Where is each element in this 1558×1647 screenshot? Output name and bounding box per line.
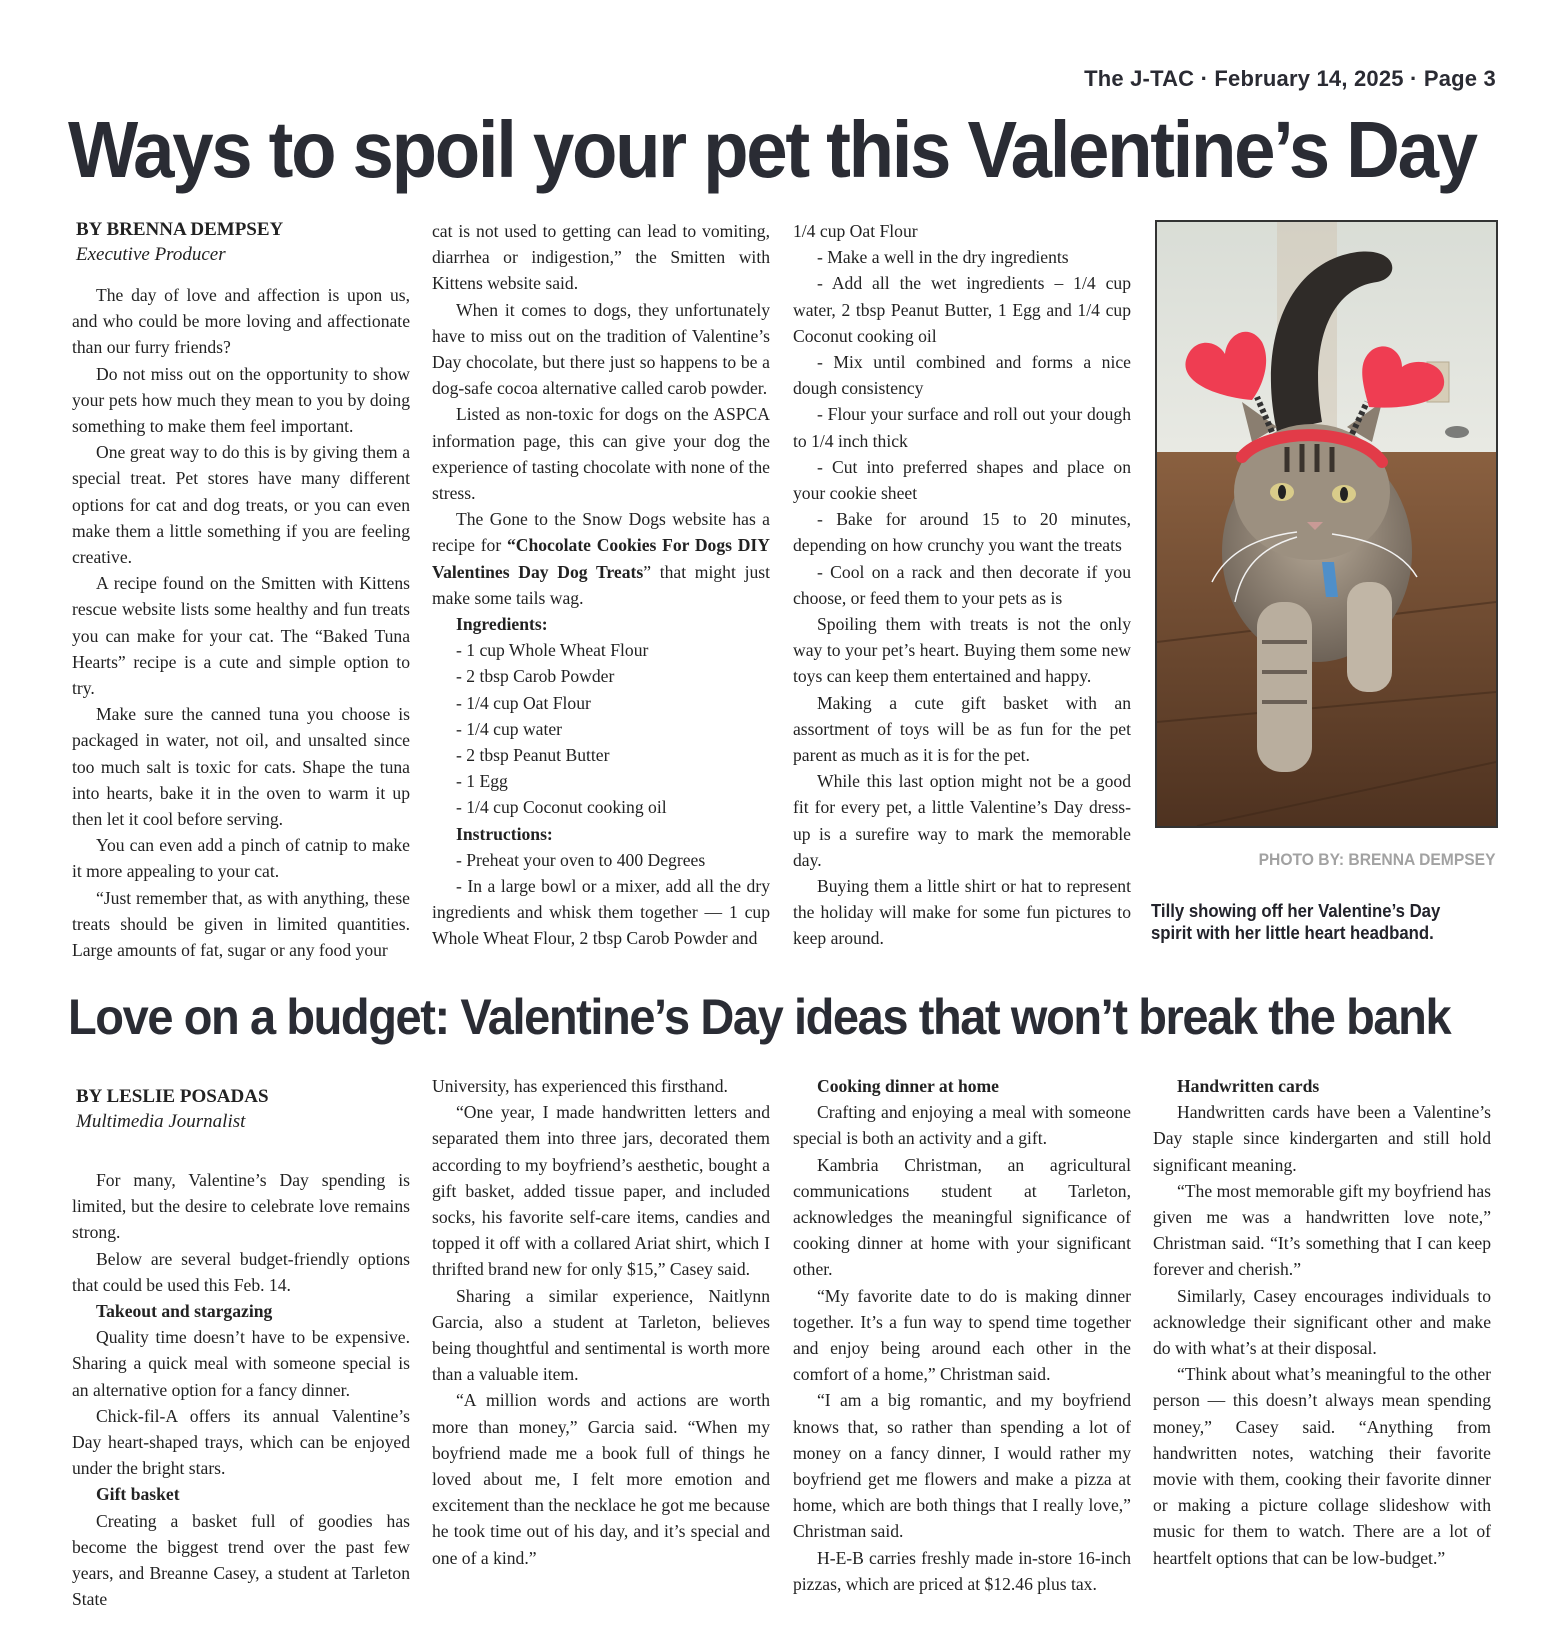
paragraph: “One year, I made handwritten letters and separated them into three jars, decorated them according to my boyfriend’s aesthetic, bought a gift basket, added tissue paper, and included socks, his favorite self-care items, candies and topped it off with a collared Ariat shirt, which I thrifted brand new for only $15,” Casey said. (432, 1102, 770, 1280)
ingredient-item: - 1/4 cup Coconut cooking oil (456, 797, 667, 818)
ingredient-item: - 1/4 cup Oat Flour (456, 692, 591, 713)
subheading-handwritten-cards: Handwritten cards (1177, 1076, 1320, 1096)
instruction-item: - Cut into preferred shapes and place on your cookie sheet (793, 456, 1131, 504)
instruction-item: - Bake for around 15 to 20 minutes, depending on how crunchy you want the treats (793, 509, 1131, 556)
article1-byline: BY BRENNA DEMPSEY (76, 219, 284, 240)
article2-byline: BY LESLIE POSADAS (76, 1086, 269, 1107)
paragraph: Spoiling them with treats is not the only way to your pet’s heart. Buying them some new toys can keep them entertained and happy. (793, 614, 1131, 687)
paragraph: The day of love and affection is upon us, and who could be more loving and affectionate than our furry friends? (72, 285, 410, 358)
recipe-intro: The Gone to the Snow Dogs website has a recipe for (432, 509, 770, 556)
paragraph: While this last option might not be a good fit for every pet, a little Valentine’s Day dress-up is a surefire way to mark the memorable day. (793, 771, 1131, 870)
instruction-item: - Add all the wet ingredients – 1/4 cup water, 2 tbsp Peanut Butter, 1 Egg and 1/4 cup Coconut cooking oil (793, 273, 1131, 346)
article2-column-3 (793, 1073, 1131, 1597)
ingredient-item: - 1/4 cup water (456, 718, 563, 739)
subheading-takeout: Takeout and stargazing (96, 1301, 273, 1322)
paragraph-continued: cat is not used to getting can lead to vomiting, diarrhea or indigestion,” the Smitten with Kittens website said. (432, 221, 770, 294)
paragraph: H-E-B carries freshly made in-store 16-inch pizzas, which are priced at $12.46 plus tax. (793, 1547, 1131, 1594)
ingredient-item: - 1 Egg (456, 771, 508, 792)
cat-photo (1155, 220, 1498, 828)
instructions-heading: Instructions: (456, 823, 553, 844)
article2-author-role: Multimedia Journalist (76, 1111, 246, 1132)
paragraph: “Just remember that, as with anything, these treats should be given in limited quantities. Large amounts of fat, sugar or any food your (72, 887, 410, 961)
paragraph: Handwritten cards have been a Valentine’s Day staple since kindergarten and still hold significant meaning. (1153, 1102, 1491, 1175)
subheading-cooking-dinner: Cooking dinner at home (817, 1076, 999, 1096)
paragraph: Listed as non-toxic for dogs on the ASPCA information page, this can give your dog the experience of tasting chocolate with none of the stress. (432, 404, 770, 504)
article2-column-4 (1153, 1073, 1491, 1571)
paragraph: Crafting and enjoying a meal with someone special is both an activity and a gift. (793, 1102, 1131, 1149)
photo-caption: Tilly showing off her Valentine’s Day spirit with her little heart headband. (1151, 901, 1441, 943)
paragraph: Similarly, Casey encourages individuals to acknowledge their significant other and make do with what’s at their disposal. (1153, 1285, 1491, 1359)
paragraph: Chick-fil-A offers its annual Valentine’s Day heart-shaped trays, which can be enjoyed under the bright stars. (72, 1405, 410, 1479)
paragraph: Kambria Christman, an agricultural communications student at Tarleton, acknowledges the meaningful significance of cooking dinner at home with your significant other. (793, 1154, 1131, 1280)
instruction-item: - In a large bowl or a mixer, add all the dry ingredients and whisk them together — 1 cup Whole Wheat Flour, 2 tbsp Carob Powder and (432, 876, 770, 949)
paragraph: A recipe found on the Smitten with Kittens rescue website lists some healthy and fun treats you can make for your cat. The “Baked Tuna Hearts” recipe is a cute and simple option to try. (72, 573, 410, 699)
article1-column-3 (793, 218, 1131, 952)
paragraph: “A million words and actions are worth more than money,” Garcia said. “When my boyfriend made me a book full of things he loved about me, I felt more emotion and excitement than the necklace he got me because he took time out of his day, and it’s special and one of a kind.” (432, 1390, 770, 1568)
paragraph: Buying them a little shirt or hat to represent the holiday will make for some fun pictures to keep around. (793, 876, 1131, 949)
article1-headline: Ways to spoil your pet this Valentine’s Day (68, 105, 1476, 194)
article2-column-1 (72, 1085, 410, 1612)
article1-author-role: Executive Producer (76, 244, 226, 265)
paragraph: “My favorite date to do is making dinner together. It’s a fun way to spend time together and enjoy being around each other in the comfort of a home,” Christman said. (793, 1285, 1131, 1385)
recipe-name: “Chocolate Cookies For Dogs DIY Valentines Day Dog Treats (432, 535, 770, 582)
paragraph: You can even add a pinch of catnip to make it more appealing to your cat. (72, 835, 410, 882)
ingredient-item: - 2 tbsp Peanut Butter (456, 745, 610, 766)
instruction-continued: 1/4 cup Oat Flour (793, 221, 918, 241)
paragraph: Making a cute gift basket with an assortment of toys will be as fun for the pet parent as much as it is for the pet. (793, 692, 1131, 766)
paragraph: When it comes to dogs, they unfortunately have to miss out on the tradition of Valentine’s Day chocolate, but there just so happens to be a dog-safe cocoa alternative called carob powder. (432, 299, 770, 399)
instruction-item: - Flour your surface and roll out your dough to 1/4 inch thick (793, 404, 1131, 451)
paragraph: Quality time doesn’t have to be expensive. Sharing a quick meal with someone special is an alternative option for a fancy dinner. (72, 1327, 410, 1400)
article2-headline: Love on a budget: Valentine’s Day ideas that won’t break the bank (68, 989, 1451, 1045)
paragraph: One great way to do this is by giving them a special treat. Pet stores have many different options for cat and dog treats, or you can even make them a little something if you are feeling creative. (72, 442, 410, 568)
recipe-paragraph (432, 506, 770, 611)
cat-illustration-icon (1157, 222, 1496, 826)
recipe-outro: ” that might just make some tails wag. (432, 561, 770, 608)
paragraph: Do not miss out on the opportunity to show your pets how much they mean to you by doing something to make them feel important. (72, 363, 410, 437)
photo-credit: PHOTO BY: BRENNA DEMPSEY (1259, 850, 1496, 869)
instruction-item: - Cool on a rack and then decorate if you choose, or feed them to your pets as is (793, 561, 1131, 608)
article1-column-1 (72, 218, 410, 963)
ingredient-item: - 1 cup Whole Wheat Flour (456, 640, 649, 661)
paragraph: Below are several budget-friendly options that could be used this Feb. 14. (72, 1248, 410, 1295)
article1-column-2 (432, 218, 770, 952)
article2-column-2 (432, 1073, 770, 1571)
paragraph: “I am a big romantic, and my boyfriend knows that, so rather than spending a lot of money on a fancy dinner, I would rather my boyfriend get me flowers and make a pizza at home, which are both things that I really love,” Christman said. (793, 1390, 1131, 1542)
ingredient-item: - 2 tbsp Carob Powder (456, 666, 615, 687)
paragraph-continued: University, has experienced this firsthand. (432, 1076, 728, 1096)
paragraph: “The most memorable gift my boyfriend has given me was a handwritten love note,” Christman said. “It’s something that I can keep forever and cherish.” (1153, 1180, 1491, 1280)
paragraph: Creating a basket full of goodies has become the biggest trend over the past few years, and Breanne Casey, a student at Tarleton State (72, 1510, 410, 1610)
paragraph: Make sure the canned tuna you choose is packaged in water, not oil, and unsalted since too much salt is toxic for cats. Shape the tuna into hearts, bake it in the oven to warm it up then let it cool before serving. (72, 704, 410, 830)
ingredients-heading: Ingredients: (456, 614, 548, 635)
paragraph: For many, Valentine’s Day spending is limited, but the desire to celebrate love remains strong. (72, 1170, 410, 1243)
paragraph: “Think about what’s meaningful to the other person — this doesn’t always mean spending money,” Casey said. “Anything from handwritten notes, watching their favorite movie with them, cooking their favorite dinner or making a picture collage slideshow with music for them to watch. There are a lot of heartfelt options that can be low-budget.” (1153, 1364, 1491, 1568)
instruction-item: - Mix until combined and forms a nice dough consistency (793, 352, 1131, 399)
subheading-gift-basket: Gift basket (96, 1484, 180, 1505)
instruction-item: - Make a well in the dry ingredients (817, 247, 1069, 268)
instruction-item: - Preheat your oven to 400 Degrees (456, 849, 706, 870)
page-folio: The J-TAC · February 14, 2025 · Page 3 (1084, 66, 1496, 91)
paragraph: Sharing a similar experience, Naitlynn Garcia, also a student at Tarleton, believes being thoughtful and sentimental is worth more than a valuable item. (432, 1285, 770, 1385)
